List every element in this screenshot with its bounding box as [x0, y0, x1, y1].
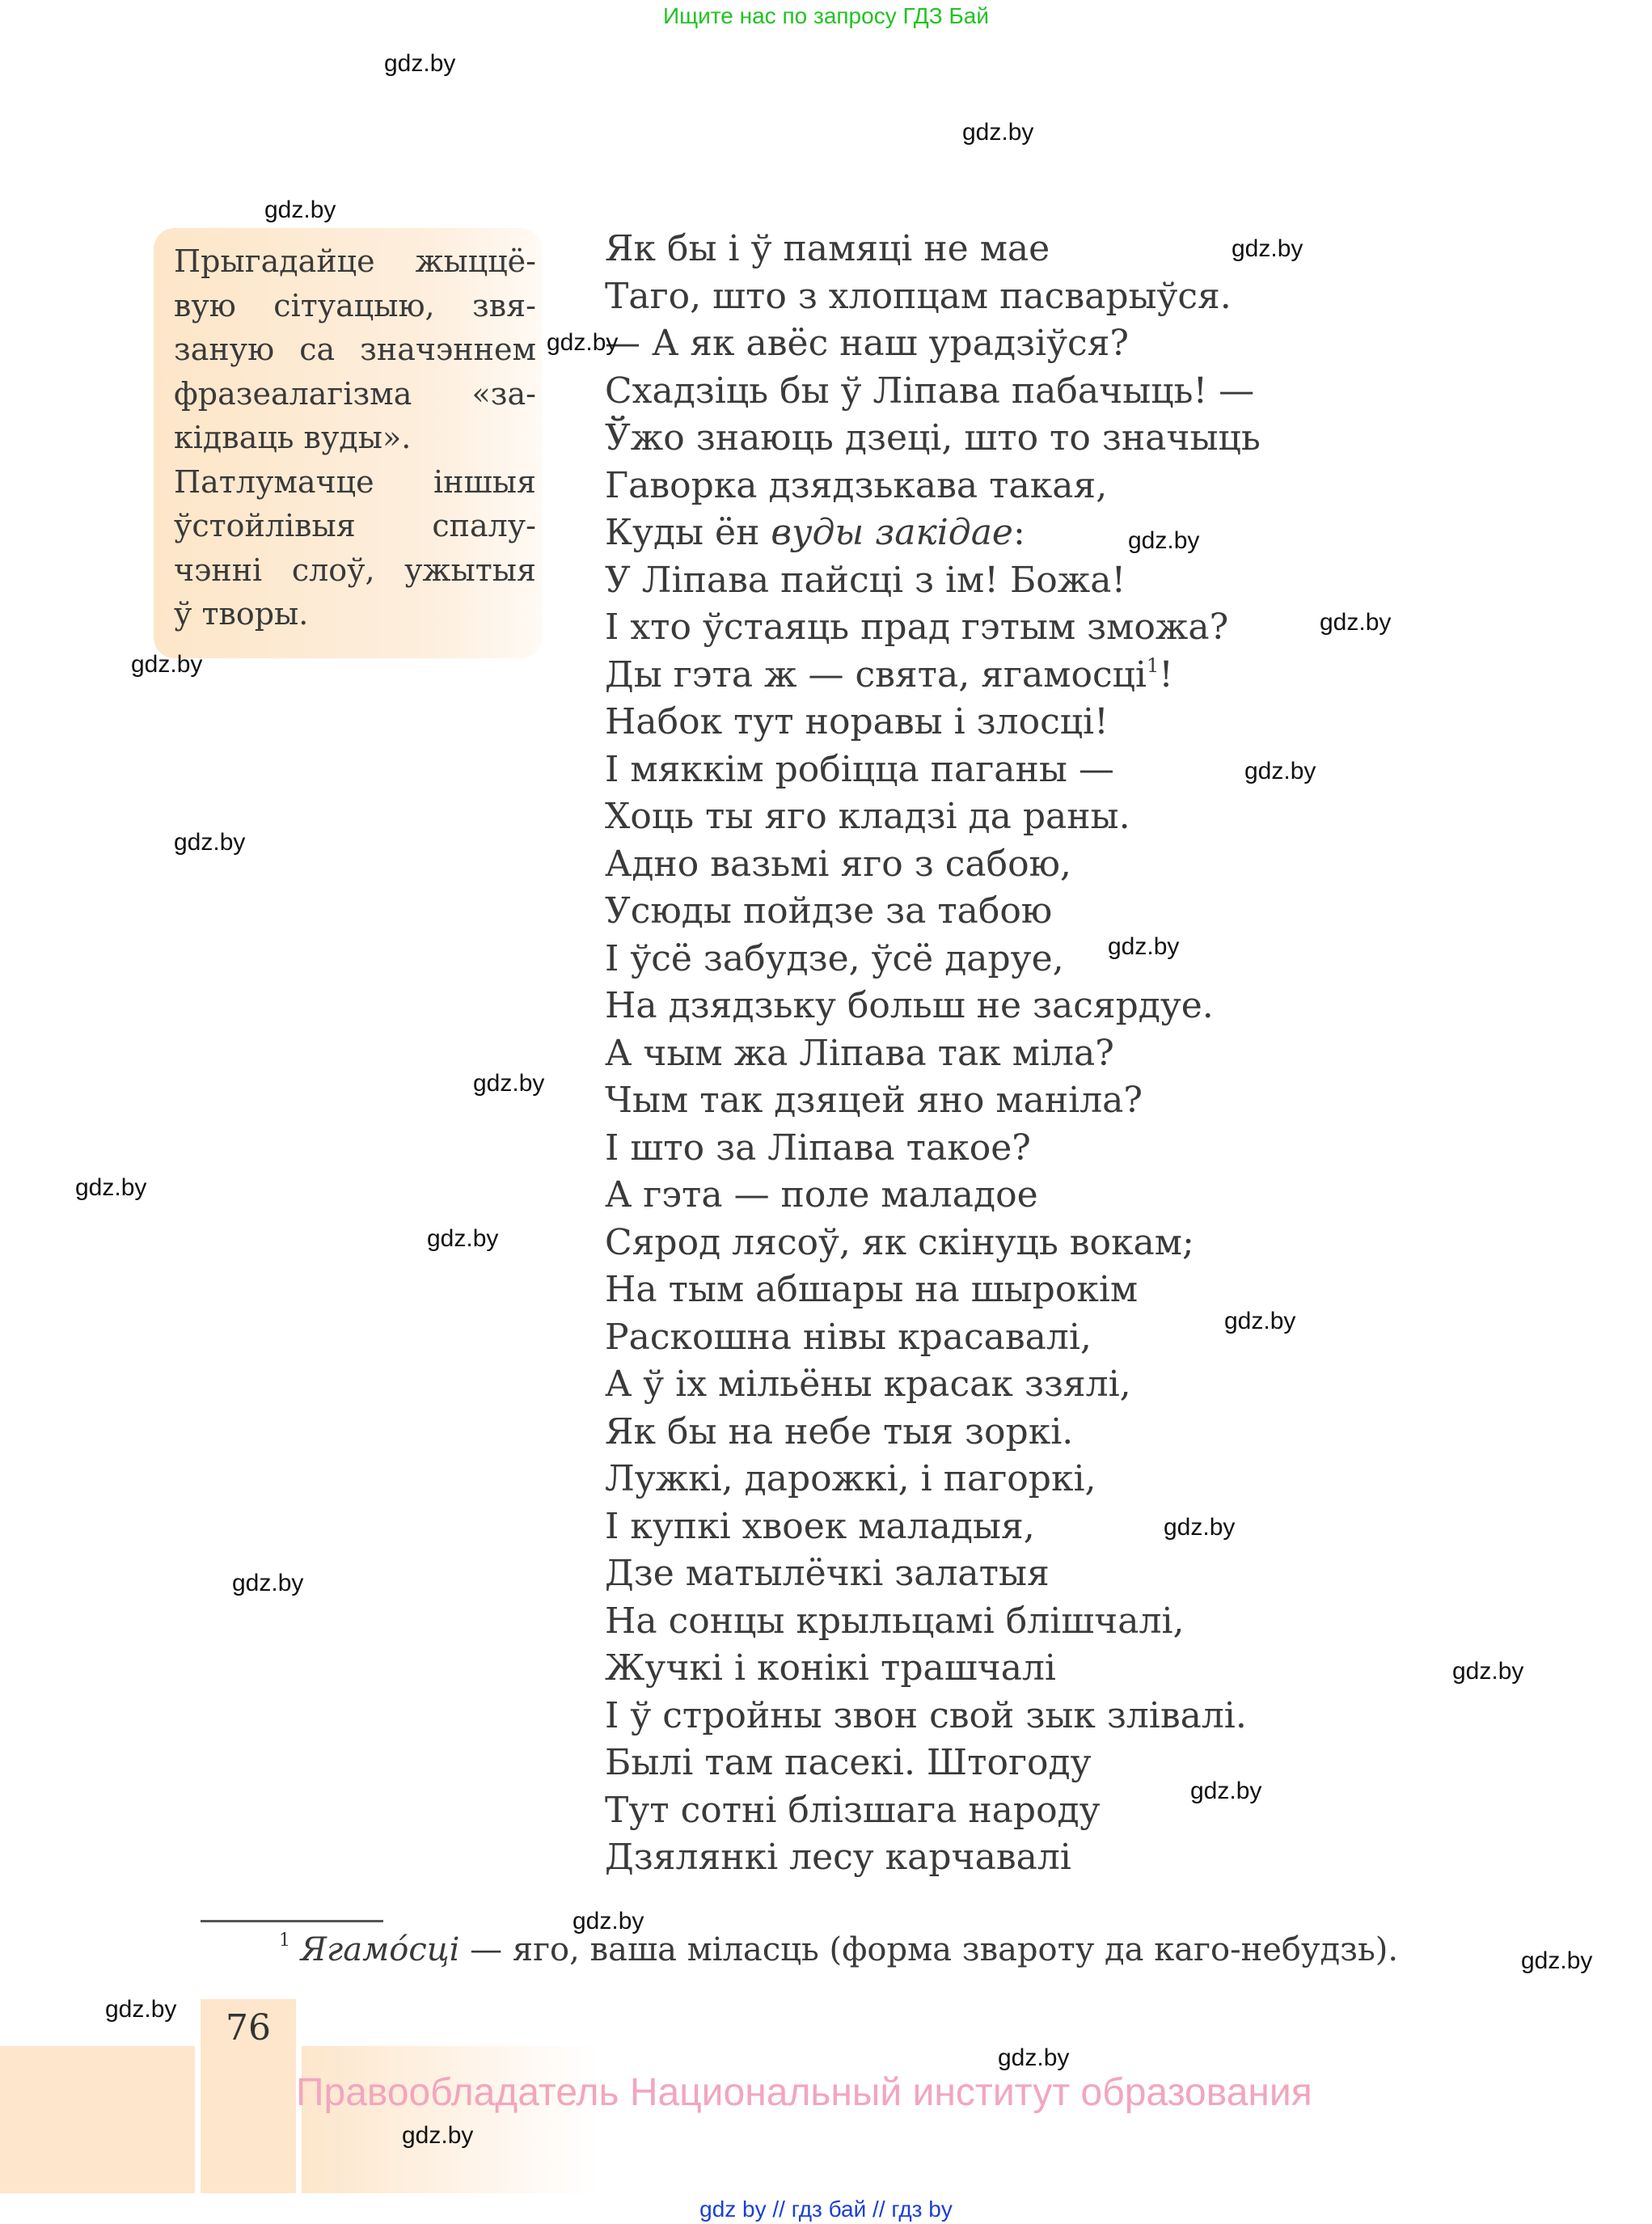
- page-number: 76: [226, 2007, 271, 2049]
- poem-line: [605, 557, 1261, 605]
- poem-line-text: І што за Ліпава такое?: [605, 1127, 1031, 1169]
- poem-line: [605, 1077, 1261, 1125]
- poem-line: [605, 983, 1261, 1030]
- poem-line-text: У Ліпава пайсці з ім! Божа!: [605, 559, 1126, 601]
- poem-line: [605, 793, 1261, 841]
- poem-line-text: Жучкі і конікі трашчалі: [605, 1647, 1056, 1689]
- decor-gradient-block: [302, 2046, 601, 2193]
- poem-line: [605, 1409, 1261, 1457]
- task-line: кідваць вуды».: [174, 420, 412, 455]
- task-line: ў творы.: [174, 596, 309, 632]
- poem-line-text: Сярод лясоў, як скінуць вокам;: [605, 1221, 1194, 1263]
- gdz-watermark: gdz.by: [1128, 527, 1200, 554]
- gdz-watermark: gdz.by: [1164, 1514, 1236, 1541]
- poem-line-text: І мяккім робіцца паганы —: [605, 748, 1114, 790]
- poem-line-text: І ў стройны звон свой зык злівалі.: [605, 1694, 1247, 1736]
- poem-line-text: І хто ўстаяць прад гэтым зможа?: [605, 607, 1229, 648]
- gdz-watermark: gdz.by: [1320, 609, 1392, 636]
- poem-line: [605, 888, 1261, 936]
- copyright-watermark: Правообладатель Национальный институт образования: [296, 2071, 1312, 2114]
- poem-line-text: Набок тут норавы і злосці!: [605, 701, 1109, 742]
- poem-line: [605, 652, 1261, 700]
- search-hint-banner: Ищите нас по запросу ГДЗ Бай: [662, 3, 990, 28]
- poem-line: [605, 1740, 1261, 1787]
- gdz-watermark: gdz.by: [131, 651, 203, 678]
- poem-italic-phrase: вуды закідае: [771, 512, 1013, 553]
- task-line: заную са значэннем: [174, 332, 536, 367]
- poem-line: [605, 1030, 1261, 1078]
- gdz-watermark: gdz.by: [1108, 933, 1180, 960]
- poem-line-text: Ўжо знаюць дзеці, што то значыць: [605, 417, 1261, 459]
- poem-line: [605, 415, 1261, 463]
- gdz-watermark: gdz.by: [998, 2044, 1070, 2071]
- poem-line: [605, 699, 1261, 746]
- task-line: фразеалагізма «за-: [174, 375, 536, 412]
- decor-block-left: [0, 2046, 195, 2193]
- poem-line-text: Былі там пасекі. Штогоду: [605, 1742, 1092, 1783]
- gdz-watermark: gdz.by: [232, 1570, 304, 1596]
- poem-line-text: — А як авёс наш урадзіўся?: [605, 323, 1129, 364]
- poem-line: [605, 1266, 1261, 1314]
- gdz-watermark: gdz.by: [1521, 1947, 1593, 1974]
- poem-line-text: Усюды пойдзе за табою: [605, 890, 1053, 932]
- gdz-watermark: gdz.by: [1224, 1308, 1296, 1334]
- gdz-watermark: gdz.by: [572, 1908, 644, 1934]
- gdz-watermark: gdz.by: [1452, 1658, 1524, 1685]
- poem-line: [605, 368, 1261, 416]
- poem-line-text: На тым абшары на шырокім: [605, 1269, 1139, 1310]
- poem-line-text: Куды ён: [605, 512, 771, 553]
- poem-line: [605, 226, 1261, 273]
- gdz-watermark: gdz.by: [1190, 1778, 1262, 1804]
- gdz-watermark: gdz.by: [1232, 235, 1303, 262]
- poem-line-text: Дзе матылёчкі залатыя: [605, 1553, 1050, 1594]
- gdz-watermark: gdz.by: [264, 197, 336, 223]
- poem-line: [605, 746, 1261, 794]
- task-text: [174, 239, 536, 636]
- poem-line-end: :: [1012, 512, 1025, 553]
- gdz-watermark: gdz.by: [402, 2122, 474, 2149]
- poem-line: [605, 1787, 1261, 1835]
- task-line: Прыгадайце жыццё-: [174, 243, 536, 279]
- poem-line-text: Як бы на небе тыя зоркі.: [605, 1410, 1074, 1452]
- gdz-watermark: gdz.by: [174, 829, 246, 856]
- poem-line: [605, 1834, 1261, 1882]
- poem-line: [605, 1125, 1261, 1173]
- task-line: Патлумачце іншыя: [174, 463, 536, 500]
- gdz-watermark: gdz.by: [473, 1070, 545, 1097]
- poem-line-text: Ды гэта ж — свята, ягамосці: [605, 653, 1147, 696]
- poem-line-text: Гаворка дзядзькава такая,: [605, 464, 1108, 506]
- task-line: вую сітуацыю, звя-: [174, 287, 536, 323]
- poem: [605, 226, 1261, 1882]
- gdz-watermark: gdz.by: [1244, 758, 1316, 784]
- poem-line: [605, 1693, 1261, 1740]
- poem-line-text: Дзялянкі лесу карчавалі: [605, 1837, 1071, 1878]
- gdz-watermark: gdz.by: [547, 329, 619, 356]
- poem-line: [605, 841, 1261, 889]
- poem-line: [605, 1503, 1261, 1551]
- poem-line: [605, 604, 1261, 652]
- poem-line: [605, 273, 1261, 321]
- poem-line: [605, 1361, 1261, 1409]
- poem-line: [605, 463, 1261, 510]
- poem-line-text: Схадзіць бы ў Ліпава пабачыць! —: [605, 370, 1255, 412]
- poem-line: [605, 1220, 1261, 1267]
- poem-line-text: Раскошна нівы красавалі,: [605, 1316, 1092, 1358]
- poem-line: [605, 1172, 1261, 1220]
- poem-line: [605, 1550, 1261, 1598]
- poem-line-text: А чым жа Ліпава так міла?: [605, 1032, 1114, 1074]
- poem-line: [605, 320, 1261, 368]
- poem-line-text: Таго, што з хлопцам пасварыўся.: [605, 275, 1232, 317]
- poem-line: [605, 1598, 1261, 1646]
- poem-line-text: І ўсё забудзе, ўсё даруе,: [605, 937, 1064, 979]
- gdz-watermark: gdz.by: [105, 1996, 177, 2023]
- gdz-watermark: gdz.by: [384, 50, 456, 77]
- footnote-term: Ягамо́сці: [300, 1931, 460, 1968]
- footnote-divider: [201, 1920, 383, 1922]
- footnote-ref: 1: [1146, 653, 1160, 677]
- poem-line: [605, 1645, 1261, 1693]
- poem-line-text: Як бы і ў памяці не мае: [605, 228, 1050, 269]
- footnote-text: — яго, ваша міласць (форма звароту да каго-небудзь).: [459, 1931, 1399, 1968]
- poem-line-text: Тут сотні блізшага народу: [605, 1789, 1101, 1831]
- poem-line-text: А ў іх мільёны красак ззялі,: [605, 1364, 1131, 1405]
- poem-line-text: На сонцы крыльцамі блішчалі,: [605, 1600, 1185, 1642]
- poem-line-text: На дзядзьку больш не засярдуе.: [605, 985, 1214, 1026]
- task-line: ўстойлівыя спалу-: [174, 508, 536, 543]
- poem-line-text: А гэта — поле маладое: [605, 1174, 1038, 1216]
- footnote: [279, 1931, 1398, 1968]
- site-links-footer[interactable]: gdz by // гдз бай // гдз by: [699, 2197, 953, 2222]
- gdz-watermark: gdz.by: [962, 119, 1034, 146]
- poem-line: [605, 1456, 1261, 1503]
- gdz-watermark: gdz.by: [427, 1225, 499, 1252]
- gdz-watermark: gdz.by: [75, 1174, 147, 1201]
- poem-line-text: І купкі хвоек маладыя,: [605, 1505, 1035, 1547]
- poem-line-text: Чым так дзяцей яно маніла?: [605, 1080, 1143, 1121]
- poem-line-text: Хоць ты яго кладзі да раны.: [605, 796, 1130, 837]
- poem-line-text: Адно вазьмі яго з сабою,: [605, 843, 1071, 885]
- poem-line: [605, 1314, 1261, 1362]
- footnote-mark: 1: [279, 1930, 290, 1951]
- task-line: чэнні слоў, ужытыя: [174, 552, 536, 588]
- poem-line-end: !: [1159, 653, 1173, 696]
- poem-line-text: Лужкі, дарожкі, і пагоркі,: [605, 1458, 1096, 1499]
